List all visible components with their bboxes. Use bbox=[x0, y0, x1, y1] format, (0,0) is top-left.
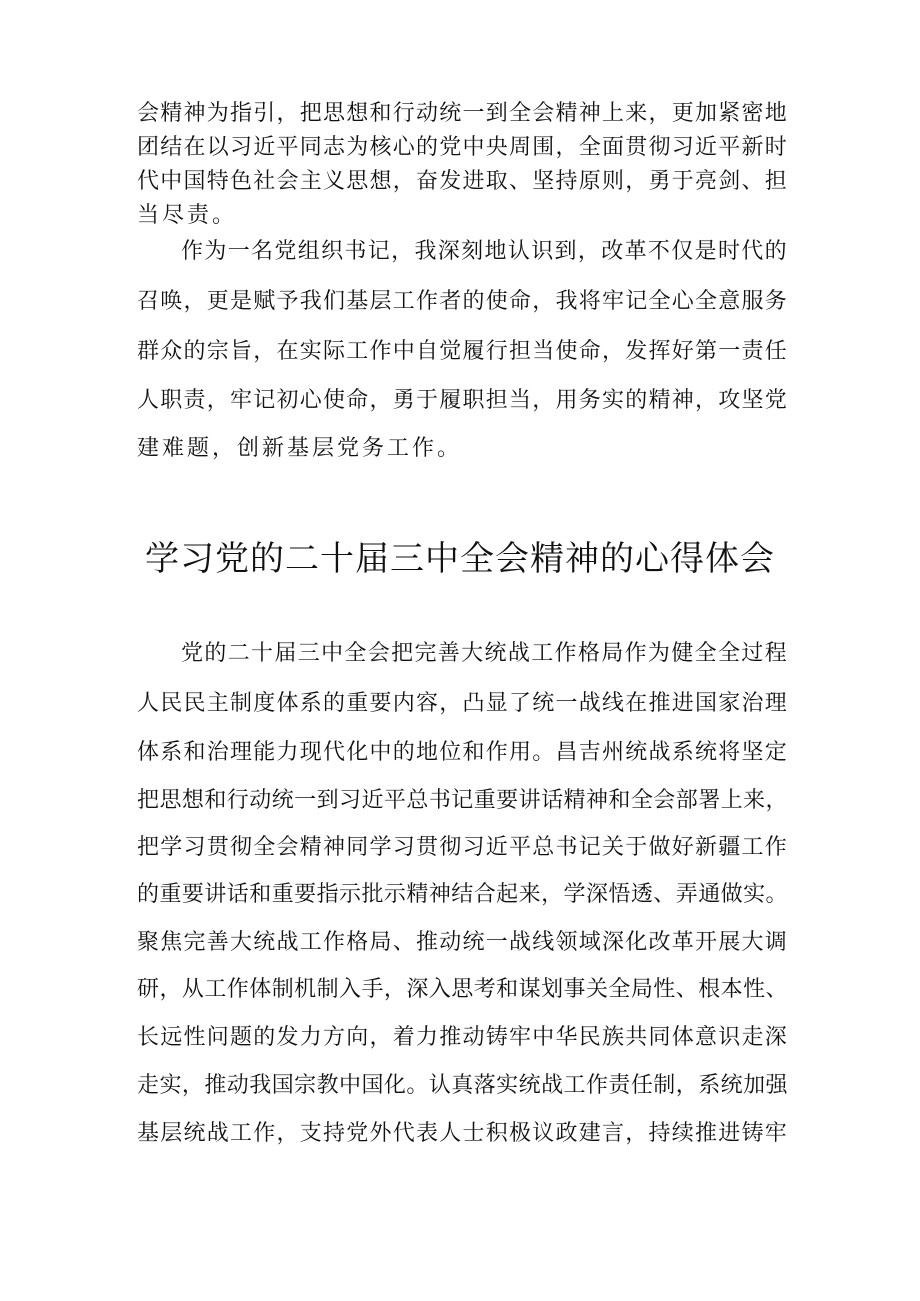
secretary-line-3: 群众的宗旨，在实际工作中自觉履行担当使命，发挥好第一责任 bbox=[137, 339, 789, 364]
united-front-line-11: 基层统战工作，支持党外代表人士积极议政建言，持续推进铸牢 bbox=[137, 1121, 789, 1146]
united-front-line-3: 体系和治理能力现代化中的地位和作用。昌吉州统战系统将坚定 bbox=[137, 740, 789, 765]
secretary-line-5: 建难题，创新基层党务工作。 bbox=[137, 436, 463, 461]
section-title: 学习党的二十届三中全会精神的心得体会 bbox=[145, 539, 775, 579]
united-front-line-9: 长远性问题的发力方向，着力推动铸牢中华民族共同体意识走深 bbox=[137, 1025, 789, 1050]
intro-line-4: 当尽责。 bbox=[137, 203, 238, 228]
secretary-line-1: 作为一名党组织书记，我深刻地认识到，改革不仅是时代的 bbox=[181, 239, 789, 264]
intro-line-1: 会精神为指引，把思想和行动统一到全会精神上来，更加紧密地 bbox=[137, 101, 789, 126]
secretary-line-4: 人职责，牢记初心使命，勇于履职担当，用务实的精神，攻坚党 bbox=[137, 388, 789, 413]
secretary-line-2: 召唤，更是赋予我们基层工作者的使命，我将牢记全心全意服务 bbox=[137, 289, 789, 314]
united-front-line-6: 的重要讲话和重要指示批示精神结合起来，学深悟透、弄通做实。 bbox=[137, 882, 789, 907]
united-front-line-4: 把思想和行动统一到习近平总书记重要讲话精神和全会部署上来， bbox=[137, 788, 789, 813]
united-front-line-5: 把学习贯彻全会精神同学习贯彻习近平总书记关于做好新疆工作 bbox=[137, 835, 789, 860]
united-front-line-10: 走实，推动我国宗教中国化。认真落实统战工作责任制，系统加强 bbox=[137, 1073, 789, 1098]
intro-line-2: 团结在以习近平同志为核心的党中央周围，全面贯彻习近平新时 bbox=[137, 135, 789, 160]
united-front-line-2: 人民民主制度体系的重要内容，凸显了统一战线在推进国家治理 bbox=[137, 691, 789, 716]
united-front-line-1: 党的二十届三中全会把完善大统战工作格局作为健全全过程 bbox=[181, 641, 789, 666]
united-front-line-7: 聚焦完善大统战工作格局、推动统一战线领域深化改革开展大调 bbox=[137, 930, 789, 955]
intro-line-3: 代中国特色社会主义思想，奋发进取、坚持原则，勇于亮剑、担 bbox=[137, 169, 789, 194]
united-front-line-8: 研，从工作体制机制入手，深入思考和谋划事关全局性、根本性、 bbox=[137, 977, 789, 1002]
